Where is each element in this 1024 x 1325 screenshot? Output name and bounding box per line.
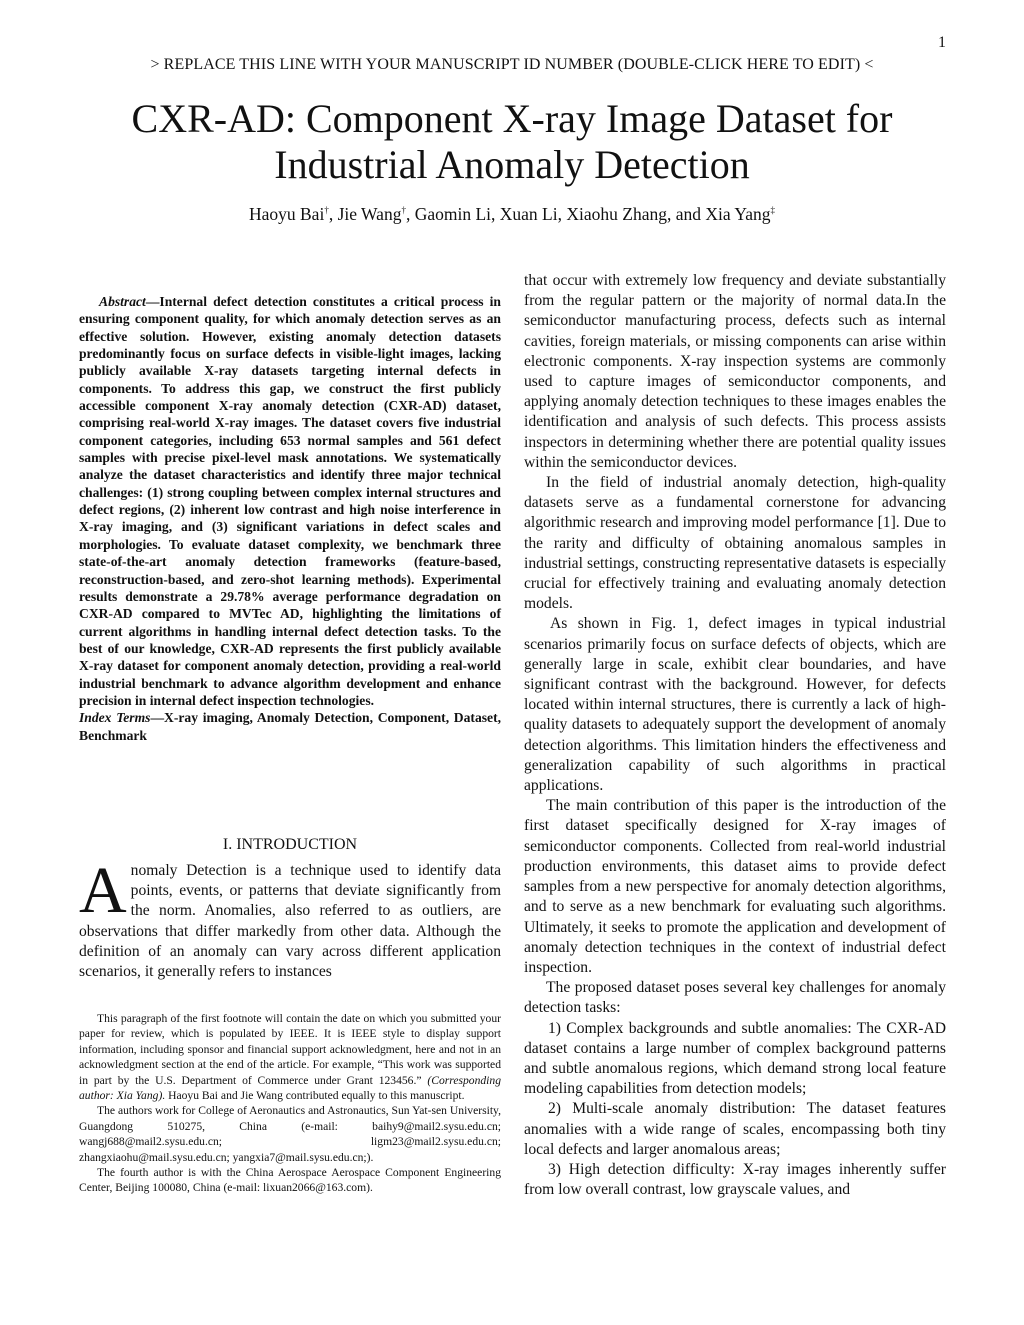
author-name: Gaomin Li xyxy=(414,204,492,224)
manuscript-id-header[interactable]: > REPLACE THIS LINE WITH YOUR MANUSCRIPT ID NUMBER (DOUBLE-CLICK HERE TO EDIT) < xyxy=(150,56,874,73)
body-paragraph: The proposed dataset poses several key challenges for anomaly detection tasks: xyxy=(524,979,946,1017)
paper-title xyxy=(60,96,964,188)
body-paragraph: that occur with extremely low frequency and deviate substantially from the regular pattern or the majority of normal data.In the semiconductor manufacturing process, defects such as internal cavities, foreign materials, or missing components can arise within electronic components. X-ray inspection systems are commonly used to capture images of semiconductor components, and applying anomaly detection techniques to these images enables the identification and analysis of such defects. This process assists inspectors in determining whether there are potential quality issues within the semiconductor devices. xyxy=(524,272,946,471)
author-separator: , xyxy=(405,204,415,224)
body-paragraph: As shown in Fig. 1, defect images in typical industrial scenarios primarily focus on surface defects of objects, which are generally large in scale, exhibit clear boundaries, and have significant contrast with the background. However, for defects located within internal structures, there is currently a lack of high-quality datasets to adequately support the development of anomaly detection algorithms. This limitation hinders the effectiveness and generalization capability of such algorithms in practical applications. xyxy=(524,615,946,795)
author-list xyxy=(0,204,1024,225)
author-separator: , xyxy=(557,204,567,224)
abstract-text: —Internal defect detection constitutes a critical process in ensuring component quality, for which anomaly detection serves as an effective solution. However, existing anomaly detection datasets predominantly focus on surface defects in visible-light images, lacking publicly available X-ray datasets targeting internal defects in components. To address this gap, we construct the first publicly accessible component X-ray anomaly detection (CXR-AD) dataset, comprising real-world X-ray images. The dataset covers five industrial component categories, including 653 normal samples and 561 defect samples with precise pixel-level mask annotations. We systematically analyze the dataset characteristics and identify three major technical challenges: (1) strong coupling between complex internal structures and defect regions, (2) inherent low contrast and high noise interference in X-ray imaging, and (3) significant variations in defect scales and morphologies. To evaluate dataset complexity, we benchmark three state-of-the-art anomaly detection frameworks (feature-based, reconstruction-based, and zero-shot learning methods). Experimental results demonstrate a 29.78% average performance degradation on CXR-AD compared to MVTec AD, highlighting the limitations of current algorithms in handling internal defect detection tasks. To the best of our knowledge, CXR-AD represents the first publicly available X-ray dataset for component anomaly detection, providing a real-world industrial benchmark to advance algorithm development and enhance precision in internal defect inspection technologies. xyxy=(79,294,501,708)
page-number: 1 xyxy=(938,34,946,51)
footnote-text: This paragraph of the first footnote will contain the date on which you submitted your paper for review, which is populated by IEEE. It is IEEE style to display support information, including sponsor and financial support acknowledgment, here and not in an acknowledgment section at the end of the article. For example, “This work was supported in part by the U.S. Department of Commerce under Grant 123456.” xyxy=(79,1012,501,1087)
author-name: Xuan Li xyxy=(499,204,558,224)
index-terms-text: —X-ray imaging, Anomaly Detection, Component, Dataset, Benchmark xyxy=(79,710,501,743)
corresponding-author-note: (Corresponding author: Xia Yang). xyxy=(79,1073,501,1103)
body-paragraph: The main contribution of this paper is the introduction of the first dataset specifically designed for X-ray images of semiconductor components. Collected from real-world industrial production environments, this dataset aims to provide defect samples from a new perspective for anomaly detection algorithms, and to serve as a new benchmark for evaluating such algorithms. Ultimately, it seeks to promote the application and development of anomaly detection techniques in the context of industrial defect inspection. xyxy=(524,797,946,976)
author-name: Xia Yang xyxy=(705,204,771,224)
drop-cap: A xyxy=(79,854,127,927)
challenge-item: 3) High detection difficulty: X-ray images inherently suffer from low overall contrast, low grayscale values, and xyxy=(524,1160,946,1199)
author-mark: † xyxy=(401,205,406,216)
author-name: Haoyu Bai xyxy=(248,204,325,224)
footnote-paragraph xyxy=(79,1011,501,1103)
challenge-item: 1) Complex backgrounds and subtle anomalies: The CXR-AD dataset contains a large number of complex background patterns and subtle anomalous regions, which demand strong local feature modeling capabilities from detection models; xyxy=(524,1019,946,1098)
title-line-2: Industrial Anomaly Detection xyxy=(274,142,750,187)
author-mark: † xyxy=(324,205,329,216)
title-line-1: CXR-AD: Component X-ray Image Dataset for xyxy=(131,96,893,141)
body-paragraph: In the field of industrial anomaly detection, high-quality datasets serve as a fundamental cornerstone for advancing algorithmic research and improving model performance [1]. Due to the rarity and difficulty of obtaining anomalous samples in industrial settings, constructing representative datasets is especially crucial for effectively training and evaluating anomaly detection models. xyxy=(524,474,946,613)
index-terms xyxy=(79,709,501,744)
first-footnote xyxy=(79,1011,501,1196)
equal-contribution-note: Haoyu Bai and Jie Wang contributed equally to this manuscript. xyxy=(165,1089,465,1103)
abstract-label: Abstract xyxy=(99,294,146,309)
author-separator: , xyxy=(491,204,500,224)
challenge-item: 2) Multi-scale anomaly distribution: The dataset features anomalies with a wide range of scales, encompassing both tiny local defects and larger anomalous areas; xyxy=(524,1100,946,1158)
author-separator: , xyxy=(328,204,338,224)
author-separator: , and xyxy=(666,204,706,224)
author-name: Xiaohu Zhang xyxy=(566,204,667,224)
author-mark: ‡ xyxy=(770,205,776,216)
right-column xyxy=(524,271,946,1200)
index-terms-label: Index Terms xyxy=(79,710,151,726)
footnote-affiliation: The authors work for College of Aeronautics and Astronautics, Sun Yat-sen University, Guangdong 510275, China (e-mail: baihy9@mail2.sysu.edu.cn; wangj688@mail2.sysu.edu.cn; ligm23@mail2.sysu.edu.cn; zhangxiaohu@mail.sysu.edu.cn; yangxia7@mail.sysu.edu.cn;). xyxy=(79,1104,501,1164)
abstract-paragraph xyxy=(79,293,501,709)
footnote-affiliation-2: The fourth author is with the China Aerospace Aerospace Component Engineering Center, Beijing 100080, China (e-mail: lixuan2066@163.com). xyxy=(79,1166,501,1195)
abstract xyxy=(79,293,501,744)
author-name: Jie Wang xyxy=(337,204,402,224)
introduction-paragraph xyxy=(79,854,501,982)
introduction-text: nomaly Detection is a technique used to identify data points, events, or patterns that deviate significantly from the norm. Anomalies, also referred to as outliers, are observations that differ markedly from other data. Although the definition of an anomaly can vary across different application scenarios, it generally refers to instances xyxy=(79,862,501,981)
section-heading-introduction: I. INTRODUCTION xyxy=(222,836,358,853)
